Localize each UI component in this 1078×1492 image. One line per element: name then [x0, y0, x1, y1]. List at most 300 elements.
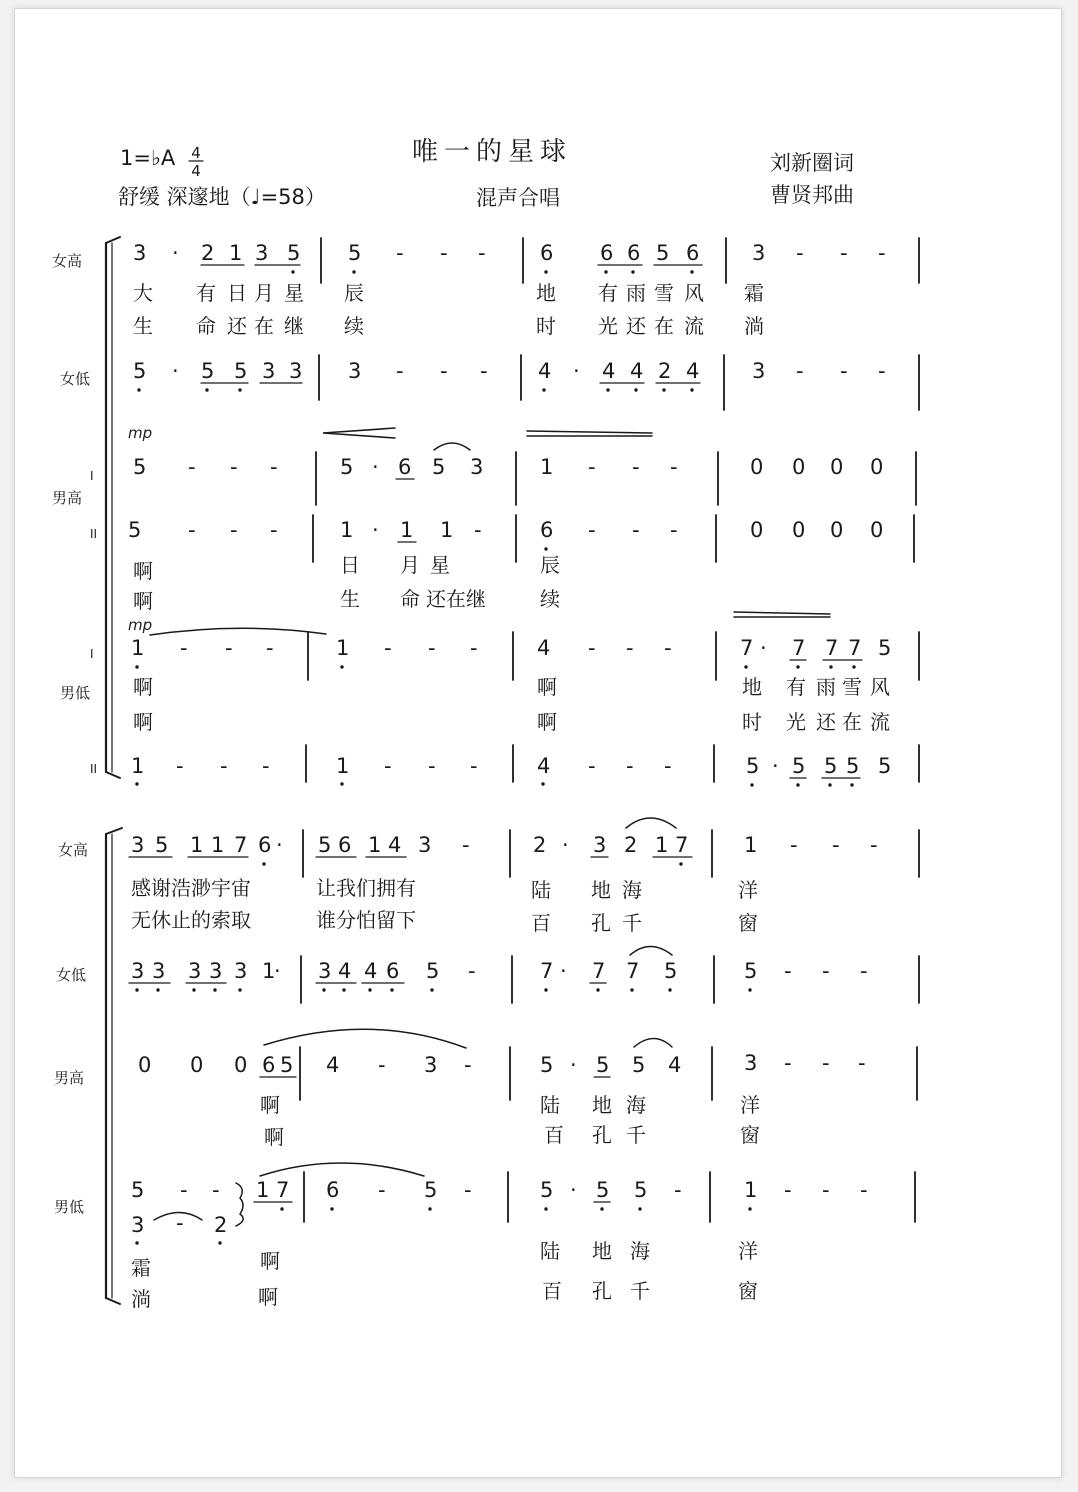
note: 3: [152, 959, 166, 983]
alto-line: [129, 947, 919, 1004]
lyric: 风: [870, 675, 890, 699]
lyric: 淌: [131, 1287, 151, 1311]
note: 7: [626, 959, 640, 983]
dash: -: [822, 959, 830, 983]
note: 1: [744, 1178, 758, 1202]
lyric: 百: [544, 1123, 564, 1147]
lyric: 还: [816, 710, 836, 734]
octave-dot: [156, 988, 159, 991]
note: 5: [664, 959, 678, 983]
key-signature: 1=♭A: [120, 146, 176, 170]
lyric: 啊: [260, 1093, 280, 1117]
lyric: 洋: [738, 878, 758, 902]
lyric: 地: [591, 878, 611, 902]
lyric: 百: [542, 1279, 562, 1303]
lyric: 流: [684, 314, 704, 338]
dash: -: [176, 754, 184, 778]
note: 5: [540, 1053, 554, 1077]
note: 3: [255, 241, 269, 265]
lyric: 有: [598, 281, 618, 305]
lyric: 啊: [260, 1249, 280, 1273]
lyricist-credit: 刘新圈词: [770, 151, 854, 175]
part-label-alto: 女低: [60, 370, 91, 388]
octave-dot: [750, 783, 753, 786]
dash: -: [230, 518, 238, 542]
note: 5: [318, 833, 332, 857]
octave-dot: [340, 665, 343, 668]
note: 6: [262, 1053, 276, 1077]
dash: -: [440, 359, 448, 383]
note: 7: [825, 636, 839, 660]
octave-dot: [744, 665, 747, 668]
slur: [626, 818, 676, 828]
dash: -: [588, 455, 596, 479]
dash: -: [428, 754, 436, 778]
alto-line: [133, 355, 919, 410]
octave-dot: [606, 388, 609, 391]
lyric: 还在继: [426, 587, 486, 611]
note: 5: [234, 359, 248, 383]
dot: ·: [560, 959, 567, 983]
dash: -: [588, 636, 596, 660]
note: 7: [276, 1178, 290, 1202]
octave-dot: [596, 988, 599, 991]
lyric: 地: [742, 675, 762, 699]
lyric: 光: [786, 710, 806, 734]
lyric: 窗: [738, 1279, 758, 1303]
lyric: 雨: [816, 675, 836, 699]
lyric: 孔: [591, 911, 611, 935]
dash: -: [270, 518, 278, 542]
lyric: 雨: [626, 281, 646, 305]
note: 2: [658, 359, 672, 383]
dash: -: [212, 1178, 220, 1202]
dash: -: [462, 833, 470, 857]
lyric: 海: [630, 1239, 650, 1263]
dash: -: [180, 636, 188, 660]
note: 4: [364, 959, 378, 983]
dot: ·: [274, 959, 281, 983]
note: 1: [190, 833, 204, 857]
lyric: 啊: [133, 710, 153, 734]
dash: -: [632, 518, 640, 542]
dash: -: [384, 636, 392, 660]
lyric: 大: [133, 281, 153, 305]
note: 5: [656, 241, 670, 265]
octave-dot: [852, 665, 855, 668]
octave-dot: [544, 270, 547, 273]
dash: -: [670, 455, 678, 479]
octave-dot: [631, 270, 634, 273]
note: 1: [744, 833, 758, 857]
lyric: 日: [340, 553, 360, 577]
note: 5: [744, 959, 758, 983]
slur: [260, 1163, 424, 1176]
note: 1: [131, 754, 145, 778]
octave-dot: [748, 988, 751, 991]
dynamic-mp: mp: [128, 616, 153, 634]
note: 6: [686, 241, 700, 265]
lyric: 有: [786, 675, 806, 699]
note: 1: [262, 959, 276, 983]
lyric: 还: [227, 314, 247, 338]
note: 1: [336, 754, 350, 778]
octave-dot: [428, 1207, 431, 1210]
dash: -: [822, 1051, 830, 1075]
rest: 0: [190, 1053, 204, 1077]
dash: -: [664, 754, 672, 778]
note: 2: [533, 833, 547, 857]
note: 5: [128, 518, 142, 542]
part-label-tenor-1: I: [90, 469, 94, 483]
dash: -: [860, 959, 868, 983]
slur: [630, 947, 672, 956]
note: 4: [668, 1053, 682, 1077]
part-label-soprano: 女高: [58, 841, 89, 859]
lyric: 啊: [264, 1125, 284, 1149]
note: 3: [348, 359, 362, 383]
slur: [634, 1039, 672, 1048]
dash: -: [840, 241, 848, 265]
lyric: 洋: [738, 1239, 758, 1263]
lyric: 命: [196, 314, 216, 338]
dash: -: [464, 1053, 472, 1077]
note: 4: [338, 959, 352, 983]
dot: ·: [172, 359, 179, 383]
octave-dot: [213, 988, 216, 991]
lyric: 窗: [740, 1123, 760, 1147]
bass-2-line: [131, 745, 919, 787]
dot: ·: [570, 1053, 577, 1077]
note: 1: [540, 455, 554, 479]
octave-dot: [850, 783, 853, 786]
rest: 0: [792, 455, 806, 479]
note: 7: [540, 959, 554, 983]
lyric: 在: [842, 710, 862, 734]
octave-dot: [390, 988, 393, 991]
octave-dot: [690, 270, 693, 273]
lyric: 时: [536, 314, 556, 338]
note: 1: [655, 833, 669, 857]
note: 3: [593, 833, 607, 857]
octave-dot: [192, 988, 195, 991]
octave-dot: [368, 988, 371, 991]
dot: ·: [372, 455, 379, 479]
note: 5: [846, 754, 860, 778]
tenor-line: [138, 1029, 917, 1100]
dash: -: [796, 241, 804, 265]
dash: -: [396, 241, 404, 265]
note: 3: [752, 241, 766, 265]
octave-dot: [218, 1241, 221, 1244]
octave-dot: [796, 665, 799, 668]
dot: ·: [372, 518, 379, 542]
note: 1: [229, 241, 243, 265]
lyric: 星: [430, 553, 450, 577]
dash: -: [858, 1051, 866, 1075]
octave-dot: [330, 1207, 333, 1210]
note: 5: [340, 455, 354, 479]
dash: -: [832, 833, 840, 857]
note: 3: [131, 1213, 145, 1237]
dash: -: [396, 359, 404, 383]
note: 3: [424, 1053, 438, 1077]
dash: -: [878, 359, 886, 383]
rest: 0: [870, 455, 884, 479]
dash: -: [470, 636, 478, 660]
note: 3: [209, 959, 223, 983]
rest: 0: [830, 455, 844, 479]
dash: -: [796, 359, 804, 383]
octave-dot: [544, 1207, 547, 1210]
bass-1-line: [131, 632, 919, 680]
octave-dot: [796, 783, 799, 786]
octave-dot: [679, 862, 682, 865]
dash: -: [384, 754, 392, 778]
rest: 0: [750, 518, 764, 542]
octave-dot: [205, 388, 208, 391]
dot: ·: [562, 833, 569, 857]
part-label-soprano: 女高: [52, 252, 83, 270]
dash: -: [220, 754, 228, 778]
note: 5: [432, 455, 446, 479]
octave-dot: [340, 782, 343, 785]
dash: -: [188, 455, 196, 479]
note: 3: [470, 455, 484, 479]
slur: [264, 1029, 466, 1048]
note: 3: [318, 959, 332, 983]
lyric: 续: [344, 314, 364, 338]
dot: ·: [772, 754, 779, 778]
lyric: 命: [400, 587, 420, 611]
note: 4: [388, 833, 402, 857]
dash: -: [870, 833, 878, 857]
note: 3: [188, 959, 202, 983]
note: 2: [624, 833, 638, 857]
note: 7: [848, 636, 862, 660]
note: 6: [338, 833, 352, 857]
note: 2: [214, 1213, 228, 1237]
note: 5: [133, 455, 147, 479]
lyric: 感谢浩渺宇宙: [131, 876, 251, 900]
dot: ·: [573, 359, 580, 383]
lyric: 月: [400, 553, 420, 577]
lyric: 啊: [537, 675, 557, 699]
time-signature-bottom: 4: [191, 162, 201, 180]
octave-dot: [322, 988, 325, 991]
part-label-bass: 男低: [54, 1198, 85, 1216]
tenor-lyrics: [133, 553, 560, 613]
octave-dot: [638, 1207, 641, 1210]
dash: -: [790, 833, 798, 857]
rest: 0: [750, 455, 764, 479]
part-label-alto: 女低: [56, 966, 87, 984]
part-label-bass: 男低: [60, 684, 91, 702]
note: 5: [201, 359, 215, 383]
dash: -: [664, 636, 672, 660]
octave-dot: [662, 388, 665, 391]
dash: -: [588, 518, 596, 542]
note: 4: [686, 359, 700, 383]
lyric: 生: [340, 587, 360, 611]
octave-dot: [544, 988, 547, 991]
rest: 0: [830, 518, 844, 542]
note: 1: [440, 518, 454, 542]
lyric: 千: [626, 1123, 646, 1147]
note: 4: [537, 754, 551, 778]
lyric: 日: [227, 281, 247, 305]
note: 1: [256, 1178, 270, 1202]
note: 3: [262, 359, 276, 383]
note: 5: [348, 241, 362, 265]
note: 6: [398, 455, 412, 479]
note: 5: [596, 1178, 610, 1202]
note: 5: [287, 241, 301, 265]
octave-dot: [829, 665, 832, 668]
note: 5: [426, 959, 440, 983]
note: 3: [131, 959, 145, 983]
subtitle: 混声合唱: [476, 186, 560, 210]
note: 3: [131, 833, 145, 857]
octave-dot: [630, 988, 633, 991]
dash: -: [878, 241, 886, 265]
dash: -: [860, 1178, 868, 1202]
lyric: 雪: [842, 675, 862, 699]
tenor-lyrics: [260, 1093, 760, 1149]
lyric: 窗: [738, 911, 758, 935]
lyric: 让我们拥有: [316, 876, 416, 900]
octave-dot: [238, 388, 241, 391]
lyric: 啊: [133, 675, 153, 699]
note: 5: [133, 359, 147, 383]
lyric: 流: [870, 710, 890, 734]
dash: -: [632, 455, 640, 479]
note: 3: [133, 241, 147, 265]
lyric: 时: [742, 710, 762, 734]
note: 5: [792, 754, 806, 778]
note: 1: [400, 518, 414, 542]
note: 5: [424, 1178, 438, 1202]
lyric: 淌: [744, 314, 764, 338]
note: 6: [540, 241, 554, 265]
dot: ·: [276, 833, 283, 857]
note: 5: [155, 833, 169, 857]
octave-dot: [668, 988, 671, 991]
page-title: 唯一的星球: [412, 137, 573, 167]
note: 5: [634, 1178, 648, 1202]
decrescendo-hairpin: [734, 612, 830, 617]
soprano-lyrics: [131, 876, 758, 935]
dash: -: [180, 1178, 188, 1202]
lyric: 地: [592, 1239, 612, 1263]
bracket-top-hook: [106, 237, 120, 243]
note: 1: [211, 833, 225, 857]
note: 5: [540, 1178, 554, 1202]
octave-dot: [238, 988, 241, 991]
lyric: 辰: [344, 281, 364, 305]
note: 3: [752, 359, 766, 383]
dash: -: [468, 959, 476, 983]
composer-credit: 曹贤邦曲: [770, 183, 854, 207]
note: 7: [792, 636, 806, 660]
note: 5: [131, 1178, 145, 1202]
lyric: 海: [622, 878, 642, 902]
bracket-bottom-hook: [106, 772, 120, 778]
octave-dot: [342, 988, 345, 991]
dash: -: [262, 754, 270, 778]
lyric: 在: [654, 314, 674, 338]
lyric: 在: [254, 314, 274, 338]
octave-dot: [262, 862, 265, 865]
octave-dot: [137, 388, 140, 391]
tenor-2-line: [128, 515, 914, 562]
part-label-tenor-2: II: [90, 527, 98, 541]
octave-dot: [352, 270, 355, 273]
lyric: 雪: [654, 281, 674, 305]
octave-dot: [634, 388, 637, 391]
note: 5: [878, 636, 892, 660]
octave-dot: [748, 1207, 751, 1210]
dash: -: [670, 518, 678, 542]
note: 5: [280, 1053, 294, 1077]
note: 1: [336, 636, 350, 660]
note: 2: [201, 241, 215, 265]
lyric: 月: [254, 281, 274, 305]
lyric: 地: [592, 1093, 612, 1117]
dot: ·: [570, 1178, 577, 1202]
soprano-lyrics: [133, 281, 764, 338]
dash: -: [470, 754, 478, 778]
dash: -: [822, 1178, 830, 1202]
tempo-marking: 舒缓 深邃地（♩=58）: [118, 185, 326, 209]
system-2: [54, 818, 919, 1311]
lyric: 陆: [540, 1093, 560, 1117]
octave-dot: [280, 1207, 283, 1210]
lyric: 洋: [740, 1093, 760, 1117]
lyric: 无休止的索取: [131, 908, 251, 932]
dash: -: [784, 1051, 792, 1075]
dash: -: [188, 518, 196, 542]
octave-dot: [135, 665, 138, 668]
lyric: 光: [598, 314, 618, 338]
lyric: 孔: [592, 1123, 612, 1147]
bracket-bottom-hook: [106, 1298, 120, 1304]
octave-dot: [600, 1207, 603, 1210]
lyric: 风: [684, 281, 704, 305]
dash: -: [840, 359, 848, 383]
note: 6: [326, 1178, 340, 1202]
lyric: 有: [196, 281, 216, 305]
part-label-tenor: 男高: [52, 489, 83, 507]
octave-dot: [604, 270, 607, 273]
octave-dot: [544, 547, 547, 550]
part-label-tenor: 男高: [54, 1069, 85, 1087]
note: 4: [630, 359, 644, 383]
note: 4: [326, 1053, 340, 1077]
octave-dot: [430, 988, 433, 991]
octave-dot: [135, 988, 138, 991]
lyric: 啊: [133, 589, 153, 613]
lyric: 霜: [131, 1256, 151, 1280]
note: 7: [740, 636, 754, 660]
octave-dot: [690, 388, 693, 391]
octave-dot: [135, 1241, 138, 1244]
part-label-bass-2: II: [90, 762, 98, 776]
note: 7: [592, 959, 606, 983]
lyric: 海: [626, 1093, 646, 1117]
note: 3: [234, 959, 248, 983]
note: 1: [368, 833, 382, 857]
